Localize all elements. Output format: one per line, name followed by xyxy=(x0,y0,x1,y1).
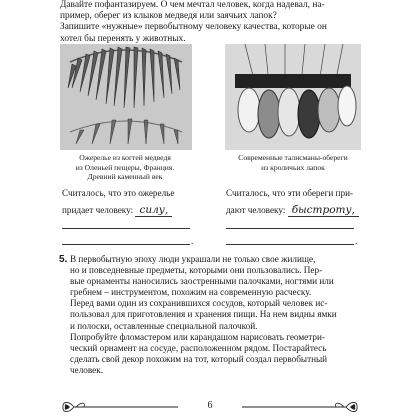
task5-line: сделать свой декор похожим на тот, который создал первобытный xyxy=(70,353,328,364)
bear-claw-necklace-photo xyxy=(60,44,192,150)
right-question-line1: Считалось, что эти обереги при- xyxy=(226,188,354,198)
caption-line: Ожерелье из когтей медведя xyxy=(79,153,171,162)
left-answer-handwritten[interactable]: силу, xyxy=(135,204,172,217)
footer-ornament-right xyxy=(240,398,360,416)
right-answer-period: . xyxy=(355,236,358,246)
intro-paragraph xyxy=(60,0,380,45)
task5-line: Перед вами один из сохранившихся сосудов, который человек ис- xyxy=(70,298,328,309)
task5-line: но и повседневные предметы, которыми они пользовались. Пер- xyxy=(70,265,323,276)
talismans-illustration xyxy=(225,44,361,150)
right-answer-line[interactable] xyxy=(226,228,354,229)
caption-line: из кроличьих лапок xyxy=(261,162,325,172)
caption-line: Древний каменный век xyxy=(87,172,163,182)
left-answer-line[interactable] xyxy=(62,244,190,245)
page-number: 6 xyxy=(207,400,213,411)
task5-line: В первобытную эпоху люди украшали не только свое жилище, xyxy=(70,254,316,264)
task5-line: человек. xyxy=(70,364,103,375)
rabbit-foot-talismans-photo xyxy=(225,44,361,150)
left-question-label: придает человеку: xyxy=(62,205,134,215)
caption-line: из Оленьей пещеры, Франция. xyxy=(75,162,175,172)
intro-line: Давайте пофантазируем. О чем мечтал человек, когда надевал, на- xyxy=(60,0,325,10)
right-photo-caption xyxy=(220,153,366,172)
intro-line: Запишите «нужные» первобытному человеку качества, которые он xyxy=(60,22,327,33)
task5-paragraph xyxy=(70,254,370,376)
task5-line: и полоски, оставленные специальной палочкой. xyxy=(70,320,258,331)
right-question-label: дают человеку: xyxy=(226,205,286,215)
right-answer-handwritten[interactable]: быстроту, xyxy=(288,204,359,217)
left-photo-caption xyxy=(55,153,195,182)
task5-line: гребнем – инструментом, похожим на современную расческу. xyxy=(70,287,312,298)
intro-line: хотел бы перенять у животных. xyxy=(60,33,186,44)
footer-ornament-left xyxy=(60,398,180,416)
left-question-line2 xyxy=(62,205,172,216)
necklace-illustration xyxy=(60,44,192,150)
task-number: 5. xyxy=(59,254,68,265)
left-answer-line[interactable] xyxy=(62,228,190,229)
task5-line: Попробуйте фломастером или карандашом нарисовать геометри- xyxy=(70,331,325,342)
caption-line: Современные талисманы-обереги xyxy=(238,153,348,162)
right-question-line2 xyxy=(226,205,359,216)
task5-line: вые орнаменты наносились заостренными палочками, ногтями или xyxy=(70,276,334,287)
left-answer-period: . xyxy=(191,236,194,246)
task5-line: ческий орнамент на сосуде, расположенном рядом. Постарайтесь xyxy=(70,342,327,353)
left-question-line1: Считалось, что это ожерелье xyxy=(62,188,175,198)
intro-line: пример, оберег из клыков медведя или заячьих лапок? xyxy=(60,11,277,22)
task5-line: пользовал для приготовления и хранения пищи. На нем видны ямки xyxy=(70,309,337,320)
right-answer-line[interactable] xyxy=(226,244,354,245)
